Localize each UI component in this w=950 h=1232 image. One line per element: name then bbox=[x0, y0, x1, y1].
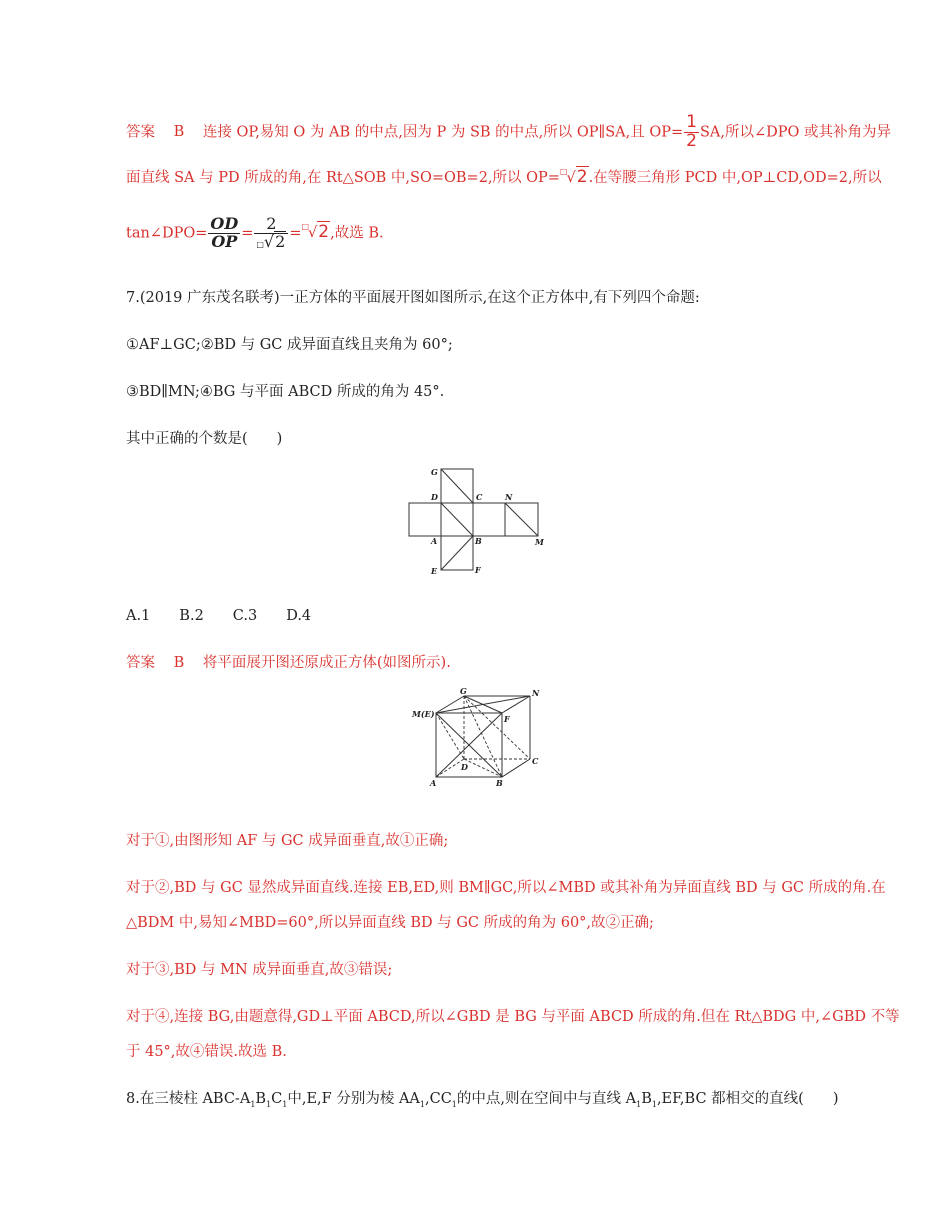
answer6-line3 bbox=[126, 216, 384, 251]
answer6-line1 bbox=[126, 114, 891, 151]
net-label-g: G bbox=[431, 467, 438, 477]
cube-label-d: D bbox=[461, 762, 468, 772]
net-label-d: D bbox=[431, 492, 438, 502]
answer7-p4a: 对于④,连接 BG,由题意得,GD⊥平面 ABCD,所以∠GBD 是 BG 与平面 ABCD 所成的角.但在 Rt△BDG 中,∠GBD 不等 bbox=[126, 1009, 900, 1025]
net-label-c: C bbox=[476, 492, 483, 502]
question8-stem: 8.在三棱柱 ABC-$A_1B_1C_1$中,E,F 分别为棱 $AA_1,CC_1$的中点,则在空间中与直线 $A_1B_1,EF,BC$ 都相交的直线( ) bbox=[126, 1091, 839, 1109]
answer7-p1: 对于①,由图形知 AF 与 GC 成异面垂直,故①正确; bbox=[126, 833, 449, 849]
cube-label-c: C bbox=[532, 756, 539, 766]
answer7-intro: 将平面展开图还原成正方体(如图所示). bbox=[202, 655, 451, 671]
answer-choice-7: B bbox=[173, 655, 185, 671]
net-label-a: A bbox=[431, 536, 438, 546]
answer-label-7: 答案 bbox=[126, 655, 155, 671]
question7-props-3-4: ③BD∥MN;④BG 与平面 ABCD 所成的角为 45°. bbox=[126, 384, 445, 400]
fraction-two-over-root: $\frac{2}{□√2}$ bbox=[254, 216, 288, 251]
sqrt-expression: □√2 bbox=[559, 167, 588, 187]
answer6-line2 bbox=[126, 166, 882, 187]
answer6-line2-b: .在等腰三角形 PCD 中,OP⊥CD,OD=2,所以 bbox=[588, 170, 882, 186]
question7-stem: 7.(2019 广东茂名联考)一正方体的平面展开图如图所示,在这个正方体中,有下列四个命题: bbox=[126, 290, 700, 306]
equals-sign-2: = bbox=[289, 225, 302, 242]
answer6-text-b: SA,所以∠DPO 或其补角为异 bbox=[699, 124, 891, 141]
equals-sign: = bbox=[241, 225, 254, 242]
question7-props-1-2: ①AF⊥GC;②BD 与 GC 成异面直线且夹角为 60°; bbox=[126, 337, 453, 353]
cube-net-figure bbox=[400, 462, 560, 580]
answer-choice: B bbox=[173, 124, 185, 141]
net-label-b: B bbox=[475, 536, 482, 546]
question7-ask: 其中正确的个数是( ) bbox=[126, 431, 283, 447]
answer7-p2b: △BDM 中,易知∠MBD=60°,所以异面直线 BD 与 GC 所成的角为 60°,故②正确; bbox=[126, 915, 654, 931]
answer7-p4b: 于 45°,故④错误.故选 B. bbox=[126, 1044, 287, 1060]
fraction-od-op: $\frac{OD}{OP}$ bbox=[210, 214, 239, 251]
cube-label-f: F bbox=[504, 714, 510, 724]
net-label-m: M bbox=[535, 537, 544, 547]
net-label-f: F bbox=[475, 565, 481, 575]
answer7-intro-line bbox=[126, 651, 451, 672]
cube-label-me: M(E) bbox=[412, 709, 435, 719]
answer7-p3: 对于③,BD 与 MN 成异面垂直,故③错误; bbox=[126, 962, 393, 978]
net-label-e: E bbox=[431, 566, 438, 576]
answer-label: 答案 bbox=[126, 124, 155, 141]
cube-label-b: B bbox=[496, 778, 503, 788]
answer6-line3-a: tan∠DPO= bbox=[126, 225, 208, 242]
answer7-p2a: 对于②,BD 与 GC 显然成异面直线.连接 EB,ED,则 BM∥GC,所以∠MBD 或其补角为异面直线 BD 与 GC 所成的角.在 bbox=[126, 880, 886, 896]
answer6-line2-a: 面直线 SA 与 PD 所成的角,在 Rt△SOB 中,SO=OB=2,所以 OP= bbox=[126, 170, 560, 186]
question7-options: A.1 B.2 C.3 D.4 bbox=[126, 608, 312, 624]
answer6-line3-b: ,故选 B. bbox=[330, 225, 384, 242]
net-label-n: N bbox=[505, 492, 513, 502]
sqrt-expression-2: □√2 bbox=[301, 222, 330, 243]
cube-label-n: N bbox=[532, 688, 540, 698]
cube-figure bbox=[408, 686, 548, 792]
cube-label-a: A bbox=[430, 778, 437, 788]
fraction-one-half: $\frac{1}{2}$ bbox=[686, 112, 697, 151]
answer6-text-a: 连接 OP,易知 O 为 AB 的中点,因为 P 为 SB 的中点,所以 OP∥SA,且 OP= bbox=[202, 124, 684, 141]
cube-label-g: G bbox=[460, 686, 467, 696]
